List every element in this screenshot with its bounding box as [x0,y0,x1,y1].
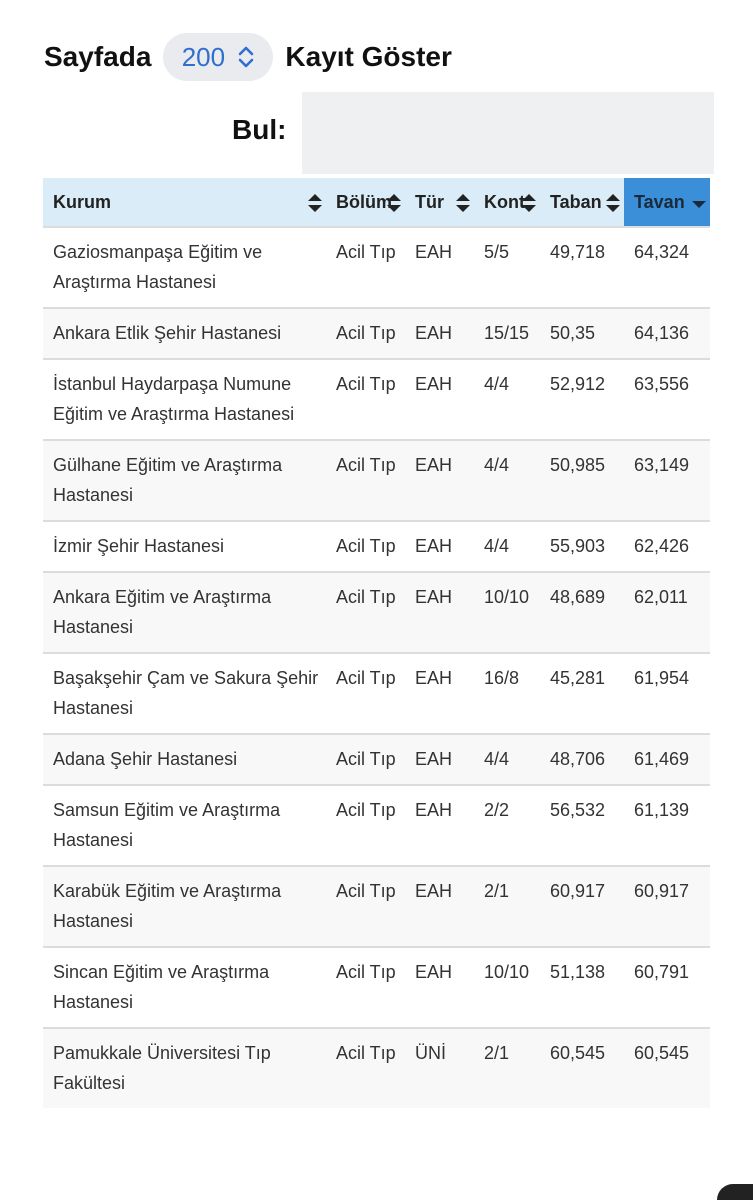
cell-bolum: Acil Tıp [336,323,396,343]
cell-bolum: Acil Tıp [336,242,396,262]
column-header-label: Tür [415,191,444,212]
cell-bolum: Acil Tıp [336,1043,396,1063]
cell-taban: 48,706 [550,749,606,769]
cell-bolum: Acil Tıp [336,800,396,820]
page-size-control [44,32,452,82]
cell-kont: 5/5 [484,242,510,262]
table-row [43,572,710,653]
cell-bolum: Acil Tıp [336,536,396,556]
sort-both-icon [521,192,537,214]
cell-kurum: Pamukkale Üniversitesi Tıp Fakültesi [53,1043,271,1093]
table-row [43,785,710,866]
cell-tavan: 61,469 [634,749,690,769]
column-header-kurum[interactable] [43,178,326,227]
cell-taban: 56,532 [550,800,606,820]
cell-tur: EAH [415,749,453,769]
cell-tur: EAH [415,800,453,820]
cell-kont: 4/4 [484,455,510,475]
cell-tavan: 60,791 [634,962,690,982]
table-row [43,653,710,734]
cell-kurum: İzmir Şehir Hastanesi [53,536,225,556]
column-header-label: Kurum [53,191,111,212]
chevron-up-down-icon [237,44,255,70]
cell-kont: 2/1 [484,1043,510,1063]
cell-tavan: 63,149 [634,455,690,475]
cell-kurum: Ankara Eğitim ve Araştırma Hastanesi [53,587,272,637]
column-header-label: Kont [484,191,525,212]
table-row [43,440,710,521]
table-row [43,308,710,359]
cell-bolum: Acil Tıp [336,374,396,394]
cell-tavan: 61,139 [634,800,690,820]
cell-taban: 48,689 [550,587,606,607]
cell-tur: EAH [415,962,453,982]
search-input[interactable] [302,92,714,174]
cell-kurum: Samsun Eğitim ve Araştırma Hastanesi [53,800,281,850]
cell-taban: 50,35 [550,323,596,343]
cell-tur: EAH [415,323,453,343]
cell-tavan: 62,426 [634,536,690,556]
cell-kurum: Gaziosmanpaşa Eğitim ve Araştırma Hastanesi [53,242,263,292]
table-row [43,734,710,785]
cell-kont: 16/8 [484,668,520,688]
cell-bolum: Acil Tıp [336,881,396,901]
column-header-label: Tavan [634,191,685,212]
cell-kurum: Başakşehir Çam ve Sakura Şehir Hastanesi [53,668,319,718]
column-header-bolum[interactable] [326,178,405,227]
cell-taban: 55,903 [550,536,606,556]
page-size-label-after: Kayıt Göster [285,41,452,72]
cell-taban: 45,281 [550,668,606,688]
overlay-corner [717,1184,753,1200]
page-size-label-before: Sayfada [44,41,152,72]
sort-desc-icon [691,192,707,214]
search-label: Bul: [232,114,287,145]
cell-tavan: 60,917 [634,881,690,901]
cell-tavan: 64,136 [634,323,690,343]
cell-kurum: Sincan Eğitim ve Araştırma Hastanesi [53,962,270,1012]
column-header-label: Taban [550,191,602,212]
table-row [43,359,710,440]
column-header-tavan[interactable] [624,178,710,227]
cell-taban: 60,917 [550,881,606,901]
sort-both-icon [455,192,471,214]
results-table [43,178,710,1108]
cell-tavan: 60,545 [634,1043,690,1063]
table-row [43,521,710,572]
table-row [43,866,710,947]
sort-both-icon [307,192,323,214]
cell-tavan: 64,324 [634,242,690,262]
cell-taban: 49,718 [550,242,606,262]
cell-bolum: Acil Tıp [336,749,396,769]
cell-tavan: 62,011 [634,587,688,607]
cell-kont: 4/4 [484,374,510,394]
column-header-taban[interactable] [540,178,624,227]
cell-kont: 10/10 [484,962,530,982]
table-row [43,1028,710,1108]
cell-bolum: Acil Tıp [336,587,396,607]
table-row [43,227,710,308]
page-size-value: 200 [181,41,226,72]
cell-tur: EAH [415,668,453,688]
cell-tur: EAH [415,242,453,262]
cell-kurum: Ankara Etlik Şehir Hastanesi [53,323,282,343]
cell-bolum: Acil Tıp [336,668,396,688]
cell-kurum: Karabük Eğitim ve Araştırma Hastanesi [53,881,282,931]
column-header-kont[interactable] [474,178,540,227]
table-header-row [43,178,710,227]
cell-tur: EAH [415,536,453,556]
cell-kont: 10/10 [484,587,530,607]
cell-kurum: Gülhane Eğitim ve Araştırma Hastanesi [53,455,283,505]
cell-kurum: Adana Şehir Hastanesi [53,749,238,769]
table-body [43,227,710,1108]
cell-bolum: Acil Tıp [336,962,396,982]
cell-kont: 4/4 [484,749,510,769]
cell-tur: EAH [415,455,453,475]
cell-tavan: 63,556 [634,374,690,394]
cell-kont: 2/1 [484,881,510,901]
cell-taban: 50,985 [550,455,606,475]
page-size-select[interactable] [163,33,273,81]
column-header-label: Bölüm [336,191,392,212]
column-header-tur[interactable] [405,178,474,227]
cell-tur: ÜNİ [415,1043,446,1063]
cell-tur: EAH [415,881,453,901]
cell-kurum: İstanbul Haydarpaşa Numune Eğitim ve Araştırma Hastanesi [53,374,295,424]
cell-kont: 2/2 [484,800,510,820]
cell-tavan: 61,954 [634,668,690,688]
search-row [0,92,710,172]
cell-tur: EAH [415,587,453,607]
cell-bolum: Acil Tıp [336,455,396,475]
cell-kont: 15/15 [484,323,530,343]
table-row [43,947,710,1028]
cell-tur: EAH [415,374,453,394]
cell-taban: 51,138 [550,962,606,982]
cell-taban: 60,545 [550,1043,606,1063]
sort-both-icon [386,192,402,214]
cell-kont: 4/4 [484,536,510,556]
cell-taban: 52,912 [550,374,606,394]
sort-both-icon [605,192,621,214]
